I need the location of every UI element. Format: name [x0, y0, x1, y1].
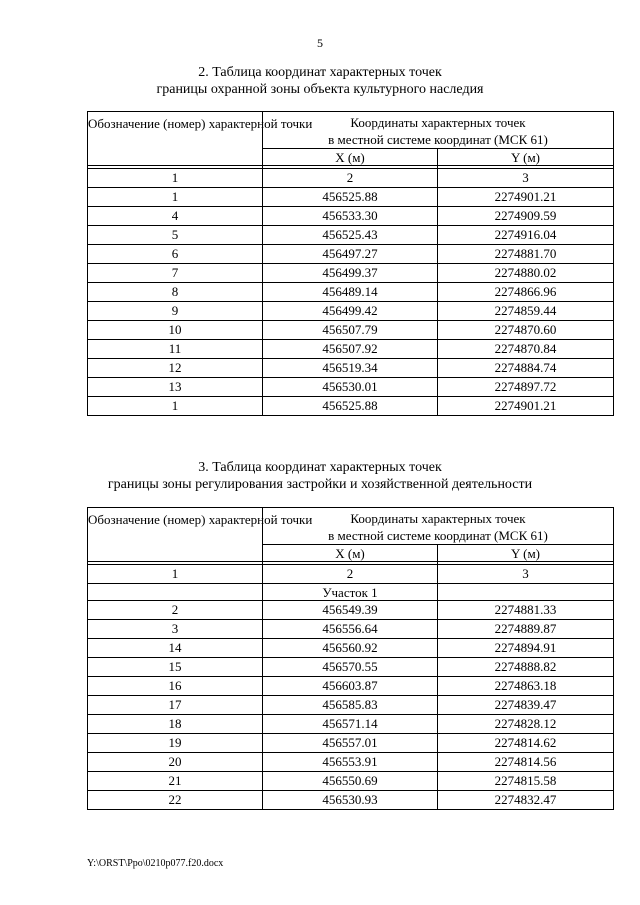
plot-empty-cell: [88, 584, 263, 601]
table-row: [88, 601, 614, 620]
header-x: X (м): [263, 149, 438, 166]
table-row: [88, 226, 614, 245]
y-coordinate-cell: 2274859.44: [438, 302, 614, 321]
y-coordinate-cell: 2274881.70: [438, 245, 614, 264]
y-coordinate-cell: 2274894.91: [438, 639, 614, 658]
point-number-cell: 22: [88, 791, 263, 810]
header-designation: Обозначение (номер) характерной точки: [88, 112, 263, 166]
point-number-cell: 9: [88, 302, 263, 321]
point-number-cell: 15: [88, 658, 263, 677]
point-number-cell: 19: [88, 734, 263, 753]
point-number-cell: 12: [88, 359, 263, 378]
table-row: [88, 302, 614, 321]
column-number: 3: [438, 169, 614, 188]
plot-label: Участок 1: [263, 584, 438, 601]
y-coordinate-cell: 2274832.47: [438, 791, 614, 810]
point-number-cell: 4: [88, 207, 263, 226]
header-coordinate-system: [263, 508, 614, 545]
table-row: [88, 772, 614, 791]
column-number: 2: [263, 169, 438, 188]
table-row: [88, 283, 614, 302]
plot-row: [88, 584, 614, 601]
header-system-line1: Координаты характерных точек: [350, 115, 526, 130]
header-system-line2: в местной системе координат (МСК 61): [328, 528, 548, 543]
table-row: [88, 188, 614, 207]
x-coordinate-cell: 456499.37: [263, 264, 438, 283]
y-coordinate-cell: 2274866.96: [438, 283, 614, 302]
y-coordinate-cell: 2274880.02: [438, 264, 614, 283]
y-coordinate-cell: 2274863.18: [438, 677, 614, 696]
y-coordinate-cell: 2274814.56: [438, 753, 614, 772]
x-coordinate-cell: 456553.91: [263, 753, 438, 772]
point-number-cell: 14: [88, 639, 263, 658]
x-coordinate-cell: 456585.83: [263, 696, 438, 715]
section2-title-line1: 2. Таблица координат характерных точек: [198, 65, 442, 80]
section3-title-line2: границы зоны регулирования застройки и хозяйственной деятельности: [107, 477, 533, 492]
x-coordinate-cell: 456497.27: [263, 245, 438, 264]
point-number-cell: 11: [88, 340, 263, 359]
regulation-zone-coordinates-table: [87, 507, 614, 810]
x-coordinate-cell: 456519.34: [263, 359, 438, 378]
y-coordinate-cell: 2274889.87: [438, 620, 614, 639]
x-coordinate-cell: 456560.92: [263, 639, 438, 658]
point-number-cell: 2: [88, 601, 263, 620]
point-number-cell: 18: [88, 715, 263, 734]
x-coordinate-cell: 456499.42: [263, 302, 438, 321]
table-row: [88, 397, 614, 416]
table-row: [88, 696, 614, 715]
section3-title-line1: 3. Таблица координат характерных точек: [198, 460, 442, 475]
header-system-line2: в местной системе координат (МСК 61): [328, 132, 548, 147]
x-coordinate-cell: 456489.14: [263, 283, 438, 302]
table-row: [88, 677, 614, 696]
point-number-cell: 17: [88, 696, 263, 715]
header-x: X (м): [263, 545, 438, 562]
point-number-cell: 16: [88, 677, 263, 696]
table-row: [88, 715, 614, 734]
x-coordinate-cell: 456570.55: [263, 658, 438, 677]
y-coordinate-cell: 2274814.62: [438, 734, 614, 753]
header-coordinate-system: [263, 112, 614, 149]
column-number: 3: [438, 565, 614, 584]
x-coordinate-cell: 456525.43: [263, 226, 438, 245]
table-row: [88, 264, 614, 283]
x-coordinate-cell: 456549.39: [263, 601, 438, 620]
section3-title: [0, 459, 640, 493]
y-coordinate-cell: 2274916.04: [438, 226, 614, 245]
header-designation: Обозначение (номер) характерной точки: [88, 508, 263, 562]
point-number-cell: 6: [88, 245, 263, 264]
section2-title-line2: границы охранной зоны объекта культурного наследия: [156, 82, 484, 97]
table-row: [88, 658, 614, 677]
table-row: [88, 359, 614, 378]
table-row: [88, 620, 614, 639]
y-coordinate-cell: 2274870.84: [438, 340, 614, 359]
header-system-line1: Координаты характерных точек: [350, 511, 526, 526]
x-coordinate-cell: 456603.87: [263, 677, 438, 696]
table-row: [88, 639, 614, 658]
column-numbers-row: [88, 565, 614, 584]
y-coordinate-cell: 2274909.59: [438, 207, 614, 226]
point-number-cell: 7: [88, 264, 263, 283]
protection-zone-coordinates-table: [87, 111, 614, 416]
column-number: 1: [88, 565, 263, 584]
y-coordinate-cell: 2274815.58: [438, 772, 614, 791]
point-number-cell: 1: [88, 188, 263, 207]
table-row: [88, 753, 614, 772]
x-coordinate-cell: 456556.64: [263, 620, 438, 639]
x-coordinate-cell: 456557.01: [263, 734, 438, 753]
table-row: [88, 321, 614, 340]
point-number-cell: 20: [88, 753, 263, 772]
x-coordinate-cell: 456525.88: [263, 188, 438, 207]
x-coordinate-cell: 456550.69: [263, 772, 438, 791]
x-coordinate-cell: 456507.92: [263, 340, 438, 359]
table-row: [88, 207, 614, 226]
table-row: [88, 340, 614, 359]
x-coordinate-cell: 456530.01: [263, 378, 438, 397]
header-y: Y (м): [438, 545, 614, 562]
y-coordinate-cell: 2274870.60: [438, 321, 614, 340]
table-row: [88, 791, 614, 810]
point-number-cell: 10: [88, 321, 263, 340]
table-row: [88, 245, 614, 264]
point-number-cell: 1: [88, 397, 263, 416]
point-number-cell: 13: [88, 378, 263, 397]
point-number-cell: 21: [88, 772, 263, 791]
x-coordinate-cell: 456530.93: [263, 791, 438, 810]
column-numbers-row: [88, 169, 614, 188]
y-coordinate-cell: 2274901.21: [438, 397, 614, 416]
y-coordinate-cell: 2274888.82: [438, 658, 614, 677]
y-coordinate-cell: 2274828.12: [438, 715, 614, 734]
point-number-cell: 3: [88, 620, 263, 639]
x-coordinate-cell: 456533.30: [263, 207, 438, 226]
y-coordinate-cell: 2274897.72: [438, 378, 614, 397]
y-coordinate-cell: 2274881.33: [438, 601, 614, 620]
table-row: [88, 378, 614, 397]
footer-file-path: Y:\ORST\Ppo\0210p077.f20.docx: [87, 858, 224, 869]
plot-empty-cell: [438, 584, 614, 601]
point-number-cell: 5: [88, 226, 263, 245]
x-coordinate-cell: 456507.79: [263, 321, 438, 340]
point-number-cell: 8: [88, 283, 263, 302]
x-coordinate-cell: 456571.14: [263, 715, 438, 734]
header-y: Y (м): [438, 149, 614, 166]
column-number: 2: [263, 565, 438, 584]
y-coordinate-cell: 2274884.74: [438, 359, 614, 378]
y-coordinate-cell: 2274839.47: [438, 696, 614, 715]
section2-title: [0, 64, 640, 98]
column-number: 1: [88, 169, 263, 188]
y-coordinate-cell: 2274901.21: [438, 188, 614, 207]
table-row: [88, 734, 614, 753]
page-number: 5: [317, 36, 323, 50]
x-coordinate-cell: 456525.88: [263, 397, 438, 416]
